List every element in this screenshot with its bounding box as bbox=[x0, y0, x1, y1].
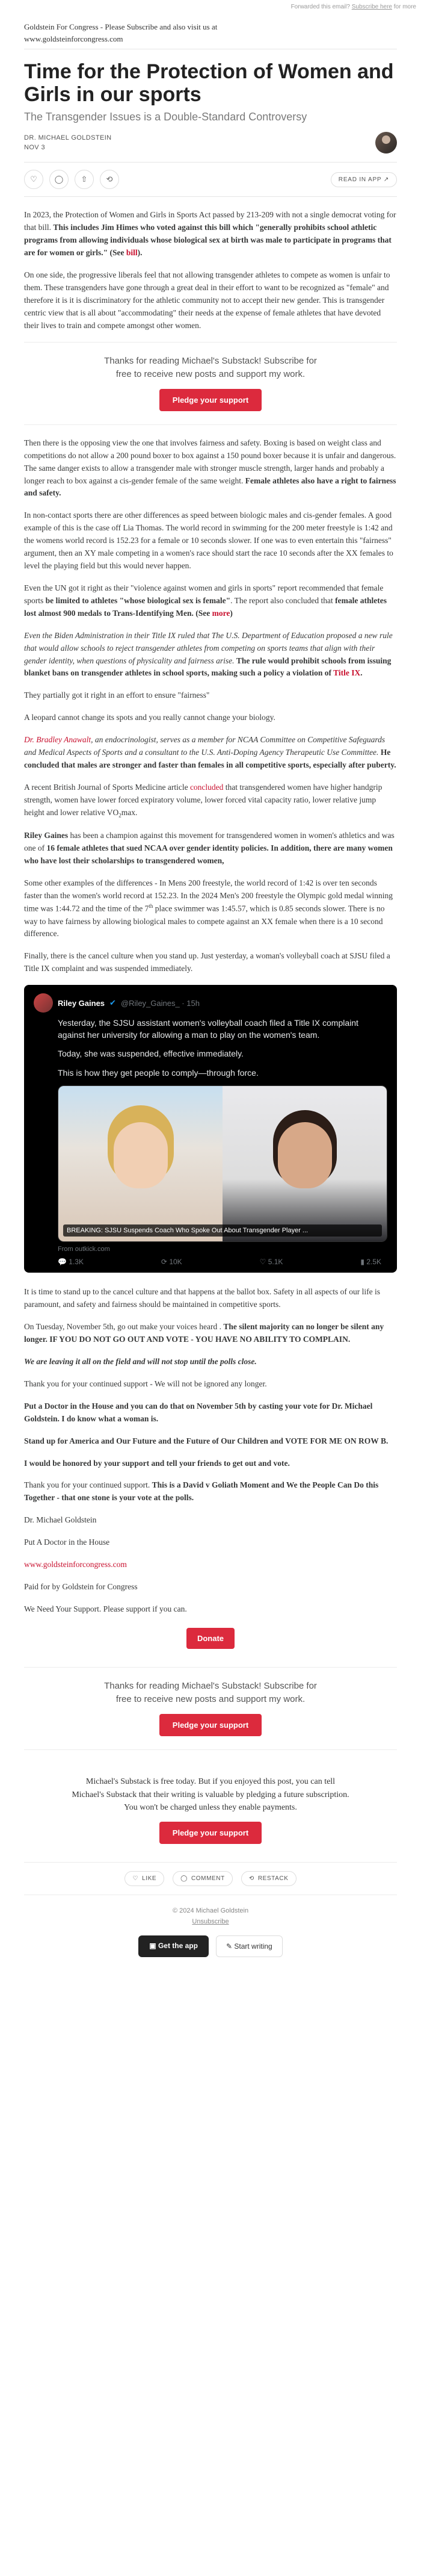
post-subtitle: The Transgender Issues is a Double-Standard Controversy bbox=[24, 111, 307, 123]
paid-for-note: Paid for by Goldstein for Congress bbox=[24, 1582, 138, 1592]
bill-link[interactable]: bill bbox=[126, 248, 138, 258]
tweet-photo-left bbox=[58, 1086, 223, 1241]
paragraph-21: Thank you for your continued support. This is a David v Goliath Moment and We the People Can Do this Together - that one stone is your vote at the polls. bbox=[24, 1480, 379, 1503]
pledge-support-button[interactable]: Pledge your support bbox=[159, 389, 262, 411]
reply-count[interactable]: 💬 1.3K bbox=[58, 1257, 84, 1266]
comment-icon[interactable]: ◯ bbox=[49, 170, 69, 189]
forward-text: Forwarded this email? bbox=[290, 4, 350, 10]
paragraph-18: Put a Doctor in the House and you can do that on November 5th by casting your vote for Dr. Michael Goldstein. I do know what a woman is. bbox=[24, 1401, 373, 1423]
views-icon: ▮ bbox=[360, 1257, 364, 1266]
pledge-message: Michael's Substack is free today. But if you enjoyed this post, you can tell Michael's Substack that their writing is valuable by pledging a future subscription. You won't be charged unless they enable payments. bbox=[72, 1777, 349, 1813]
tweet-text-2: Today, she was suspended, effective immediately. bbox=[58, 1049, 244, 1059]
app-icon: ▣ bbox=[149, 1941, 156, 1951]
pledge-support-button-2[interactable]: Pledge your support bbox=[159, 1714, 262, 1736]
signature-slogan: Put A Doctor in the House bbox=[24, 1538, 110, 1547]
post-date: NOV 3 bbox=[24, 144, 46, 152]
pencil-icon: ✎ bbox=[226, 1942, 233, 1951]
forward-banner bbox=[0, 0, 421, 10]
paragraph-15: On Tuesday, November 5th, go out make your voices heard . The silent majority can no longer be silent any longer. IF YOU DO NOT GO OUT AND VOTE - YOU HAVE NO ABILITY TO COMPLAIN. bbox=[24, 1322, 384, 1344]
subscribe-box bbox=[24, 342, 397, 425]
tweet-avatar[interactable] bbox=[34, 993, 53, 1013]
pledge-support-button-3[interactable]: Pledge your support bbox=[159, 1822, 262, 1844]
subscribe-here-link[interactable]: Subscribe here bbox=[351, 4, 392, 10]
share-icon[interactable]: ⇧ bbox=[75, 170, 94, 189]
subscribe-box-2 bbox=[24, 1667, 397, 1750]
reply-icon: 💬 bbox=[58, 1257, 67, 1266]
repost-icon: ⟳ bbox=[161, 1257, 167, 1266]
tweet-text-3: This is how they get people to comply—through force. bbox=[58, 1067, 259, 1078]
footer bbox=[24, 1895, 397, 1935]
avatar[interactable] bbox=[375, 132, 397, 154]
forward-note bbox=[24, 10, 397, 49]
paragraph-5: Even the UN got it right as their "violence against women and girls in sports" report recommended that female sports be limited to athletes "whose biological sex is female". The report also concluded that female athletes lost almost 900 medals to Trans-Identifying Men. (See more) bbox=[24, 583, 387, 618]
tweet-media[interactable] bbox=[58, 1085, 387, 1242]
paragraph-13: Finally, there is the cancel culture when you stand up. Just yesterday, a woman's volleyball coach at SJSU filed a Title IX complaint and was suspended immediately. bbox=[24, 951, 390, 973]
unsubscribe-link[interactable]: Unsubscribe bbox=[192, 1917, 229, 1925]
paragraph-12: Some other examples of the differences - In Mens 200 freestyle, the world record of 1:42 is over ten seconds faster than the women's world record at 152.23. In the 2024 Men's 200 freestyle the Olympic gold medal winning time was 1:44.72 and the time of the 7th place swimmer was 1:45.57, which is 0.85 seconds slower. There is no way to have fairness by allowing biological males to compete against an XX female when there is a 10 second difference. bbox=[24, 878, 393, 939]
footer-comment-icon: ◯ bbox=[180, 1875, 188, 1882]
subscribe-message-2: Thanks for reading Michael's Substack! Subscribe for free to receive new posts and support my work. bbox=[104, 1680, 317, 1705]
tweet-card-caption: BREAKING: SJSU Suspends Coach Who Spoke Out About Transgender Player ... bbox=[63, 1224, 382, 1237]
tweet-heart-icon: ♡ bbox=[259, 1257, 266, 1266]
verified-icon: ✔ bbox=[109, 998, 116, 1008]
like-icon: ♡ bbox=[132, 1875, 139, 1882]
copyright: © 2024 Michael Goldstein bbox=[172, 1907, 249, 1914]
concluded-link[interactable]: concluded bbox=[189, 783, 224, 792]
view-count[interactable]: ▮ 2.5K bbox=[360, 1257, 381, 1266]
paragraph-17: Thank you for your continued support - We will not be ignored any longer. bbox=[24, 1379, 267, 1388]
paragraph-10: A recent British Journal of Sports Medicine article concluded that transgendered women have higher handgrip strength, women have lower forced expiratory volume, lower forced vital capacity ratio, lower relative jump height and lower relative $VO_2\max$. bbox=[24, 783, 383, 819]
paragraph-9: Dr. Bradley Anawalt, an endocrinologist, serves as a member for NCAA Committee on Competitive Safeguards and Medical Aspects of Sports and a consultant to the U.S. Anti-Doping Agency Therapeutic Use Committee. He concluded that males are stronger and faster than females in all competitive sports, especially after puberty. bbox=[24, 735, 396, 770]
repost-count[interactable]: ⟳ 10K bbox=[161, 1257, 182, 1266]
paragraph-4: In non-contact sports there are other differences as speed between biologic males and cis-gender females. A good example of this is the case off Lia Thomas. The world record in swimming for the 200 meter freestyle is 1:42 and the womens world record is 152.23 for a female or 10 seconds slower. If one was to even entertain this "fairness" argument, then an XY male competing in a women's race should start the race 10 seconds after the XX females to level the playing field but this would never happen. bbox=[24, 511, 393, 571]
paragraph-20: I would be honored by your support and tell your friends to get out and vote. bbox=[24, 1458, 290, 1468]
website-link[interactable]: www.goldsteinforcongress.com bbox=[24, 1560, 127, 1569]
like-count[interactable]: ♡ 5.1K bbox=[259, 1257, 283, 1266]
footer-buttons bbox=[24, 1935, 397, 1981]
tweet-source[interactable]: From outkick.com bbox=[58, 1245, 110, 1253]
read-in-app-button[interactable] bbox=[331, 172, 397, 187]
restack-icon[interactable]: ⟲ bbox=[100, 170, 119, 189]
footer-restack-icon: ⟲ bbox=[248, 1875, 254, 1882]
tweet-author[interactable]: Riley Gaines bbox=[58, 998, 105, 1008]
subscribe-message: Thanks for reading Michael's Substack! Subscribe for free to receive new posts and support my work. bbox=[104, 355, 317, 380]
tweet-text-1: Yesterday, the SJSU assistant women's volleyball coach filed a Title IX complaint against her university for allowing a man to play on the women's team. bbox=[58, 1018, 358, 1040]
embedded-tweet[interactable] bbox=[24, 985, 397, 1273]
pledge-section bbox=[24, 1762, 397, 1857]
paragraph-19: Stand up for America and Our Future and the Future of Our Children and VOTE FOR ME ON ROW B. bbox=[24, 1436, 389, 1445]
heart-icon[interactable]: ♡ bbox=[24, 170, 43, 189]
read-in-app-label: READ IN APP bbox=[338, 176, 382, 183]
paragraph-14: It is time to stand up to the cancel culture and that happens at the ballot box. Safety in all aspects of our life is paramount, and safety and fairness should be maintained in competitive sports. bbox=[24, 1287, 380, 1309]
donate-button[interactable]: Donate bbox=[186, 1628, 235, 1649]
post-title[interactable]: Time for the Protection of Women and Girls in our sports bbox=[24, 60, 394, 107]
tweet-stats bbox=[58, 1258, 387, 1266]
comment-button[interactable]: ◯ COMMENT bbox=[173, 1871, 233, 1886]
paragraph-16: We are leaving it all on the field and will not stop until the polls close. bbox=[24, 1356, 257, 1366]
restack-button[interactable]: ⟲ RESTACK bbox=[241, 1871, 297, 1886]
tweet-handle: @Riley_Gaines_ · 15h bbox=[120, 998, 200, 1008]
donate-wrap bbox=[24, 1625, 397, 1663]
signature-website bbox=[24, 1559, 397, 1571]
footer-actions bbox=[24, 1862, 397, 1895]
byline bbox=[24, 132, 397, 154]
more-link[interactable]: more bbox=[212, 608, 230, 618]
like-button[interactable]: ♡ LIKE bbox=[124, 1871, 164, 1886]
paragraph-7: They partially got it right in an effort to ensure "fairness" bbox=[24, 691, 210, 700]
start-writing-button[interactable]: ✎ Start writing bbox=[216, 1935, 283, 1957]
paragraph-11: Riley Gaines has been a champion against this movement for transgendered women in women's athletics and was one of 16 female athletes that sued NCAA over gender identity policies. In addition, there are many women who have lost their scholarships to transgendered women, bbox=[24, 831, 395, 866]
paragraph-8: A leopard cannot change its spots and you really cannot change your biology. bbox=[24, 713, 275, 722]
forward-note-line1: Goldstein For Congress - Please Subscribe and also visit us at bbox=[24, 22, 218, 31]
post-actions bbox=[24, 162, 397, 197]
title-ix-link[interactable]: Title IX bbox=[333, 668, 361, 678]
support-note: We Need Your Support. Please support if you can. bbox=[24, 1604, 187, 1613]
paragraph-6: Even the Biden Administration in their Title IX ruled that The U.S. Department of Education proposed a new rule that would allow schools to reject transgender athletes from competing on sports teams that align with their gender identity, when questions of physicality and fairness arise. The rule would prohibit schools from issuing blanket bans on transgender athletes in school sports, making such a policy a violation of Title IX. bbox=[24, 630, 393, 678]
arrow-icon: ↗ bbox=[383, 176, 389, 183]
forward-tail: for more bbox=[393, 4, 416, 10]
tweet-photo-right bbox=[223, 1086, 387, 1241]
paragraph-1: In 2023, the Protection of Women and Girls in Sports Act passed by 213-209 with not a single democrat voting for that bill. This includes Jim Himes who voted against this bill which "generally prohibits school athletic programs from allowing individuals whose biological sex at birth was male to participate in programs that are for women or girls." (See bill). bbox=[24, 210, 396, 258]
paragraph-2: On one side, the progressive liberals feel that not allowing transgender athletes to compete as women is unfair to them. These transgenders have gone through a great deal in their effort to want to be recognized as "female" and therefore it is it is discriminatory for the athletic community not to accept their new gender. This is transgender centric view that is all about "accommodating" their needs at the expense of female athletes that have devoted their lives to train and compete amongst other women. bbox=[24, 270, 390, 330]
get-app-button[interactable]: ▣ Get the app bbox=[138, 1935, 209, 1957]
forward-note-url[interactable]: www.goldsteinforcongress.com bbox=[24, 34, 123, 44]
anawalt-link[interactable]: Dr. Bradley Anawalt bbox=[24, 735, 91, 745]
author-name[interactable]: DR. MICHAEL GOLDSTEIN bbox=[24, 134, 112, 141]
paragraph-3: Then there is the opposing view the one that involves fairness and safety. Boxing is based on weight class and competitions do not allow a 200 pound boxer to box against a 150 pound boxer because it is unfair and dangerous. The same danger exists to allow a transgender male with stronger muscle strength, larger hands and probably a longer reach to box against a cis-gender female of the same weight. Female athletes also have a right to fairness and safety. bbox=[24, 438, 396, 498]
signature-name: Dr. Michael Goldstein bbox=[24, 1515, 97, 1525]
